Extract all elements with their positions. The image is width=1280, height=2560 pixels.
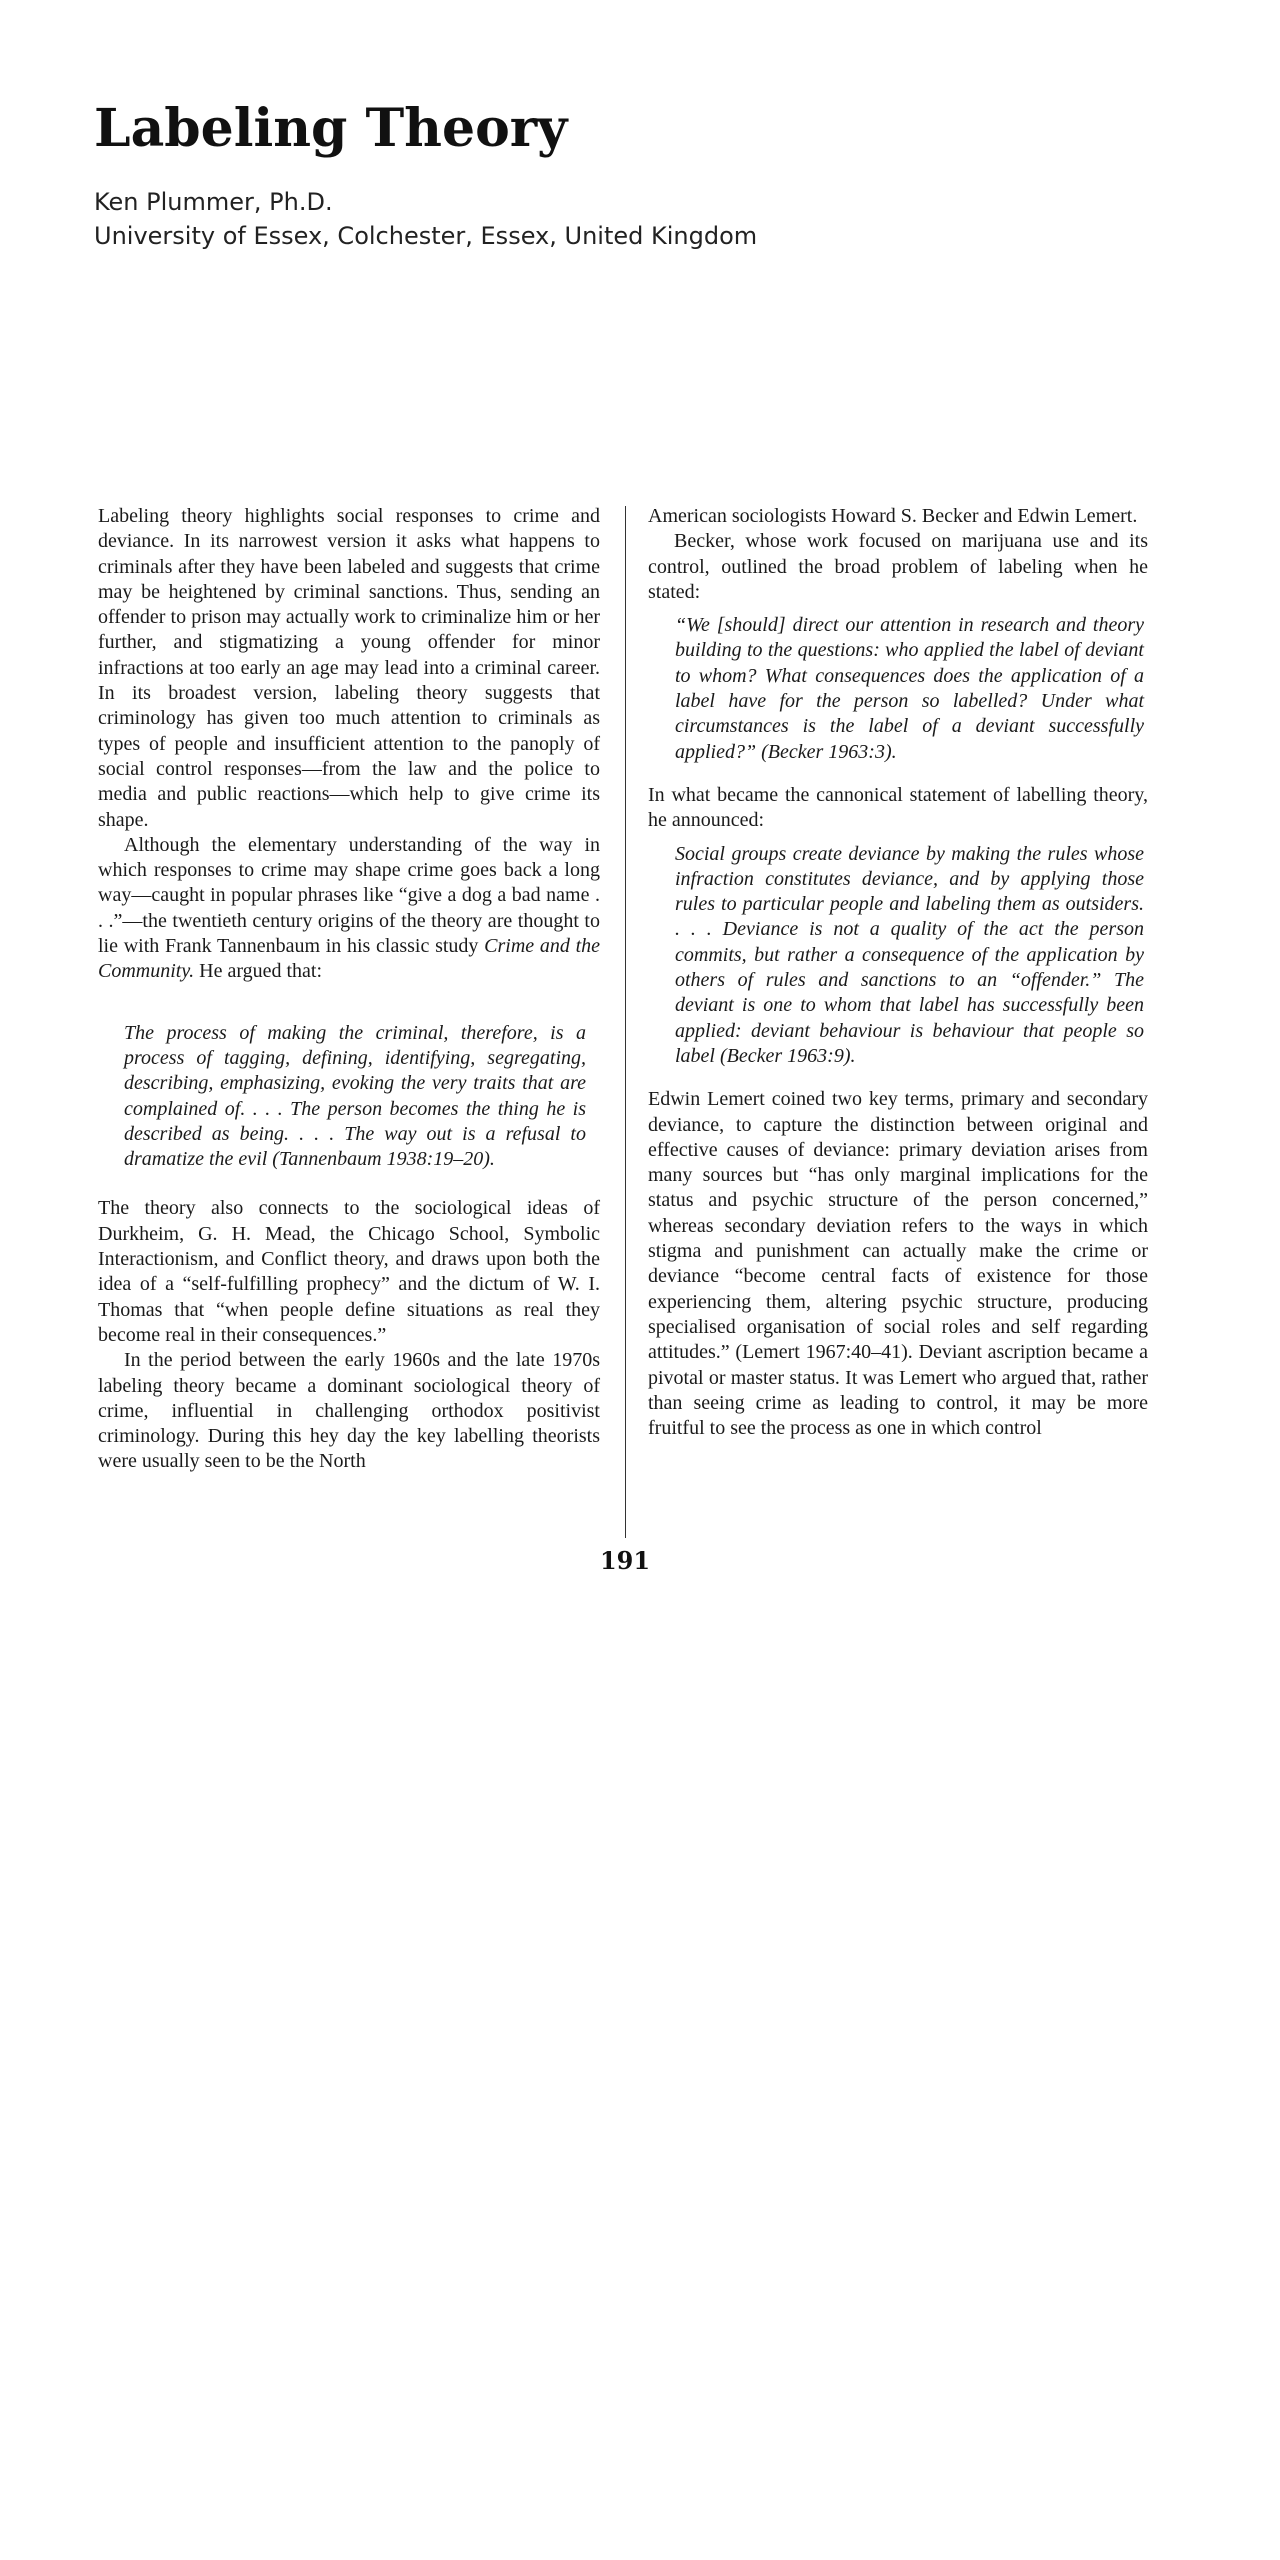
right-paragraph-2: Becker, whose work focused on marijuana use and its control, outlined the broad problem of labeling when he stated: [648,530,1148,603]
left-column [98,504,600,1475]
left-paragraph-2-ending: He argued that: [194,960,323,983]
left-paragraph-4: In the period between the early 1960s and the late 1970s labeling theory became a dominant sociological theory of crime, influential in challenging orthodox positivist criminology. During this hey day the key labelling theorists were usually seen to be the North [98,1349,600,1473]
book-title-crime-and-community: Crime and the Community. [98,935,601,983]
tannenbaum-quote: The process of making the criminal, therefore, is a process of tagging, defining, identifying, segregating, describing, emphasizing, evoking the very traits that are complained of. . . . The person becomes the thing he is described as being. . . . The way out is a refusal to dramatize the evil (Tannenbaum 1938:19–20). [124,1021,586,1171]
left-paragraph-2 [98,833,600,985]
becker-quote-2: Social groups create deviance by making the rules whose infraction constitutes deviance, and by applying those rules to particular people and labeling them as outsiders. . . . Deviance is not a quality of the act the person commits, but rather a consequence of the application by others of rules and sanctions to an “offender.” The deviant is one to whom that label has successfully been applied: deviant behaviour is behaviour that people so label (Becker 1963:9). [675,842,1144,1067]
page-number: 191 [599,1546,651,1575]
author-name: Ken Plummer, Ph.D. [94,188,333,216]
right-paragraph-4: Edwin Lemert coined two key terms, primary and secondary deviance, to capture the distinction between original and effective causes of deviance: primary deviation arises from many sources but “has only marginal implications for the status and psychic structure of the person concerned,” whereas secondary deviation refers to the ways in which stigma and punishment can actually make the crime or deviance “become central facts of existence for those experiencing them, altering psychic structure, producing specialised organisation of social roles and self regarding attitudes.” (Lemert 1967:40–41). Deviant ascription became a pivotal or master status. It was Lemert who argued that, rather than seeing crime as leading to control, it may be more fruitful to see the process as one in which control [648,1088,1148,1440]
column-divider [625,506,626,1538]
left-paragraph-1: Labeling theory highlights social responses to crime and deviance. In its narrowest version it asks what happens to criminals after they have been labeled and suggests that crime may be heightened by criminal sanctions. Thus, sending an offender to prison may actually work to criminalize him or her further, and stigmatizing a young offender for minor infractions at too early an age may lead into a criminal career. In its broadest version, labeling theory suggests that criminology has given too much attention to criminals as types of people and insufficient attention to the panoply of social control responses—from the law and the police to media and public reactions—which help to give crime its shape. [98,505,600,831]
left-paragraph-2-text: Although the elementary understanding of the way in which responses to crime may shape crime goes back a long way—caught in popular phrases like “give a dog a bad name . . .”—the twentieth century origins of the theory are thought to lie with Frank Tannenbaum in his classic study [98,833,600,958]
paper-title: Labeling Theory [94,98,568,159]
right-paragraph-1: American sociologists Howard S. Becker and Edwin Lemert. [648,505,1138,527]
right-paragraph-3: In what became the cannonical statement of labelling theory, he announced: [648,783,1148,832]
left-paragraph-3: The theory also connects to the sociological ideas of Durkheim, G. H. Mead, the Chicago School, Symbolic Interactionism, and Conflict theory, and draws upon both the idea of a “self-fulfilling prophecy” and the dictum of W. I. Thomas that “when people define situations as real they become real in their consequences.” [98,1197,600,1346]
author-affiliation: University of Essex, Colchester, Essex, United Kingdom [94,222,758,250]
right-column [648,504,1148,1441]
becker-quote-1: “We [should] direct our attention in research and theory building to the questions: who applied the label of deviant to whom? What consequences does the application of a label have for the person so labelled? Under what circumstances is the label of a deviant successfully applied?” (Becker 1963:3). [675,614,1144,763]
